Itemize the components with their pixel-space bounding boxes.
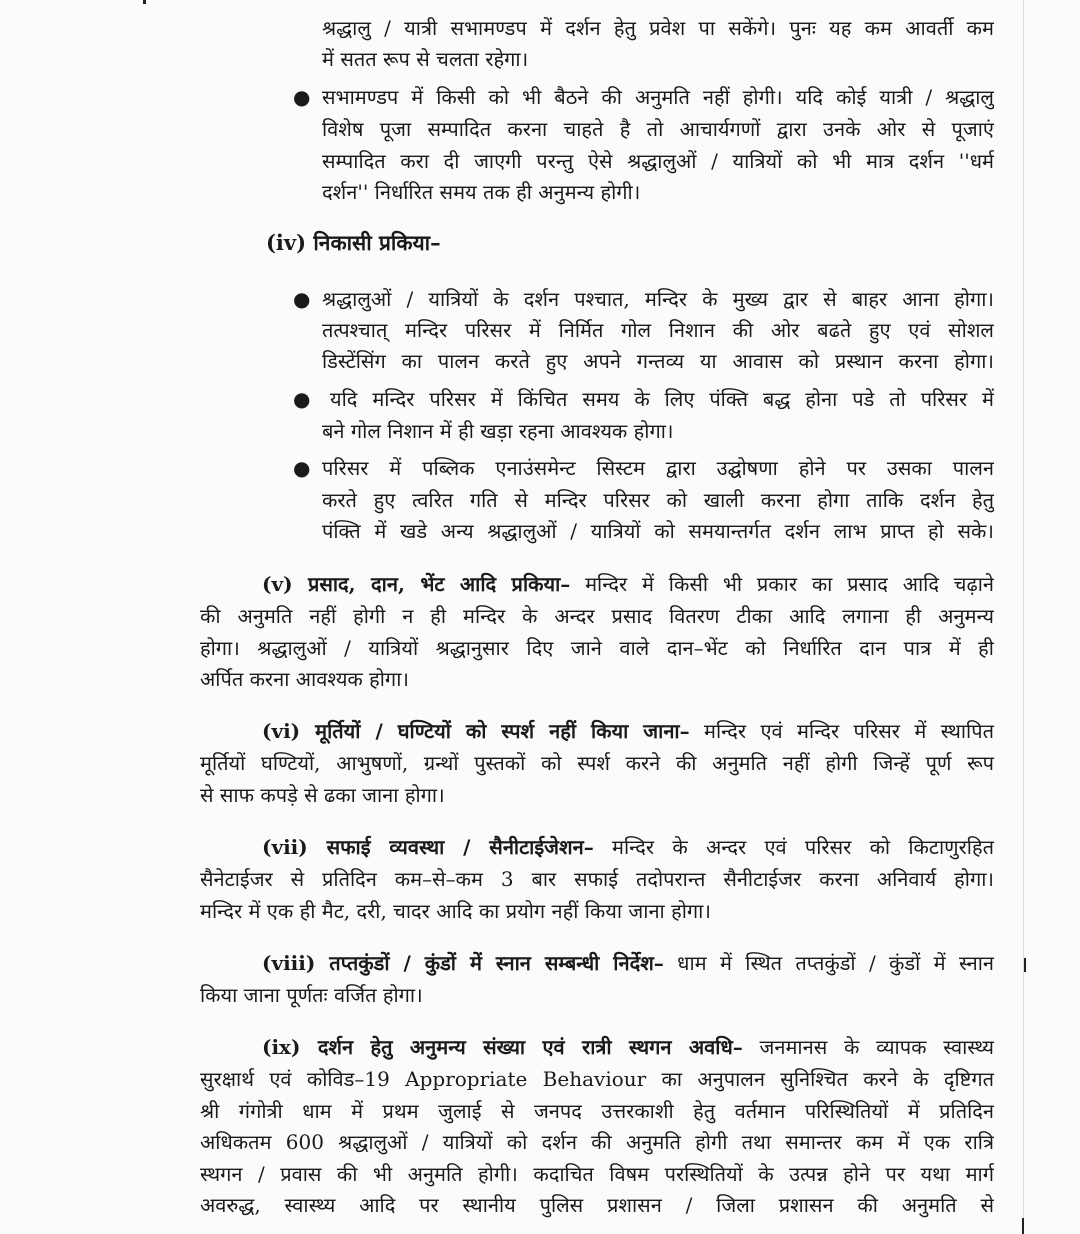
section-heading: (ix) दर्शन हेतु अनुमन्य संख्या एवं रात्री स्थगन अवधि–	[262, 1035, 743, 1059]
section-heading: (vii) सफाई व्यवस्था / सैनीटाईजेशन–	[262, 835, 594, 859]
text-line: मूर्तियों घण्टियों, आभुषणों, ग्रन्थों पुस्तकों को स्पर्श करने की अनुमति नहीं होगी जिन्हें पूर्ण रूप	[200, 751, 994, 775]
text-line: पंक्ति में खडे अन्य श्रद्धालुओं / यात्रियों को समयान्तर्गत दर्शन लाभ प्राप्त हो सके।	[322, 519, 994, 543]
text-line: मन्दिर में एक ही मैट, दरी, चादर आदि का प्रयोग नहीं किया जाना होगा।	[200, 899, 711, 923]
paragraph-first-line	[262, 832, 994, 862]
text-run: मन्दिर में किसी भी प्रकार का प्रसाद आदि चढ़ाने	[570, 572, 994, 596]
text-line: में सतत रूप से चलता रहेगा।	[322, 47, 529, 71]
text-run: मन्दिर के अन्दर एवं परिसर को किटाणुरहित	[593, 835, 994, 859]
paragraph-first-line	[262, 1032, 994, 1062]
paragraph-first-line	[262, 948, 994, 978]
section-heading: (viii) तप्तकुंडों / कुंडों में स्नान सम्बन्धी निर्देश–	[262, 951, 664, 975]
section-heading: (v) प्रसाद, दान, भेंट आदि प्रकिया–	[262, 572, 571, 596]
text-line: से साफ कपड़े से ढका जाना होगा।	[200, 783, 445, 807]
text-line: दर्शन'' निर्धारित समय तक ही अनुमन्य होगी।	[322, 180, 641, 204]
text-line: किया जाना पूर्णतः वर्जित होगा।	[200, 983, 423, 1007]
text-line: करते हुए त्वरित गति से मन्दिर परिसर को खाली करना होगा ताकि दर्शन हेतु	[322, 488, 994, 512]
bullet-icon: ●	[293, 387, 311, 411]
text-line: बने गोल निशान में ही खड़ा रहना आवश्यक होगा।	[322, 419, 674, 443]
bullet-icon: ●	[293, 456, 311, 480]
section-heading: (vi) मूर्तियों / घण्टियों को स्पर्श नहीं किया जाना–	[262, 719, 690, 743]
text-run: धाम में स्थित तप्तकुंडों / कुंडों में स्नान	[663, 951, 994, 975]
bullet-icon: ●	[293, 287, 311, 311]
text-run: मन्दिर एवं मन्दिर परिसर में स्थापित	[689, 719, 994, 743]
text-run: जनमानस के व्यापक स्वास्थ्य	[742, 1035, 994, 1059]
text-line: की अनुमति नहीं होगी न ही मन्दिर के अन्दर प्रसाद वितरण टीका आदि लगाना ही अनुमन्य	[200, 604, 994, 628]
paragraph-first-line	[262, 569, 994, 599]
text-line: श्रद्धालु / यात्री सभामण्डप में दर्शन हेतु प्रवेश पा सकेंगे। पुनः यह कम आवर्ती कम	[322, 16, 994, 40]
page-edge-line	[1023, 0, 1024, 1234]
text-line: तत्पश्चात् मन्दिर परिसर में निर्मित गोल निशान की ओर बढते हुए एवं सोशल	[322, 318, 994, 342]
text-line: सभामण्डप में किसी को भी बैठने की अनुमति नहीं होगी। यदि कोई यात्री / श्रद्धालु	[322, 85, 994, 109]
text-line: अवरुद्ध, स्वास्थ्य आदि पर स्थानीय पुलिस प्रशासन / जिला प्रशासन की अनुमति से	[200, 1193, 994, 1217]
text-line: श्रद्धालुओं / यात्रियों के दर्शन पश्चात, मन्दिर के मुख्य द्वार से बाहर आना होगा।	[322, 287, 994, 311]
scan-speck	[1022, 1218, 1024, 1234]
text-line: सैनेटाईजर से प्रतिदिन कम–से–कम 3 बार सफाई तदोपरान्त सैनीटाईजर करना अनिवार्य होगा।	[200, 867, 994, 891]
scan-speck	[1024, 958, 1026, 972]
bullet-icon: ●	[293, 85, 311, 109]
text-line: श्री गंगोत्री धाम में प्रथम जुलाई से जनपद उत्तरकाशी हेतु वर्तमान परिस्थितियों में प्रतिदिन	[200, 1099, 994, 1123]
text-line: सुरक्षार्थ एवं कोविड–19 Appropriate Behaviour का अनुपालन सुनिश्चित करने के दृष्टिगत	[200, 1067, 994, 1091]
paragraph-first-line	[262, 716, 994, 746]
text-line: यदि मन्दिर परिसर में किंचित समय के लिए पंक्ति बद्ध होना पडे तो परिसर में	[330, 387, 994, 411]
text-line: विशेष पूजा सम्पादित करना चाहते है तो आचार्यगणों द्वारा उनके ओर से पूजाएं	[322, 117, 994, 141]
text-line: स्थगन / प्रवास की भी अनुमति होगी। कदाचित विषम परस्थितियों के उत्पन्न होने पर यथा मार्ग	[200, 1162, 994, 1186]
text-line: सम्पादित करा दी जाएगी परन्तु ऐसे श्रद्धालुओं / यात्रियों को भी मात्र दर्शन ''धर्म	[322, 149, 994, 173]
section-heading: (iv) निकासी प्रकिया–	[266, 230, 441, 255]
scan-speck	[143, 0, 146, 4]
text-line: होगा। श्रद्धालुओं / यात्रियों श्रद्धानुसार दिए जाने वाले दान–भेंट को निर्धारित दान पात्र में ही	[200, 636, 994, 660]
text-line: अधिकतम 600 श्रद्धालुओं / यात्रियों को दर्शन की अनुमति होगी तथा समान्तर कम में एक रात्रि	[200, 1130, 994, 1154]
text-line: परिसर में पब्लिक एनाउंसमेन्ट सिस्टम द्वारा उद्घोषणा होने पर उसका पालन	[322, 456, 994, 480]
text-line: अर्पित करना आवश्यक होगा।	[200, 667, 409, 691]
text-line: डिस्टेंसिंग का पालन करते हुए अपने गन्तव्य या आवास को प्रस्थान करना होगा।	[322, 349, 994, 373]
